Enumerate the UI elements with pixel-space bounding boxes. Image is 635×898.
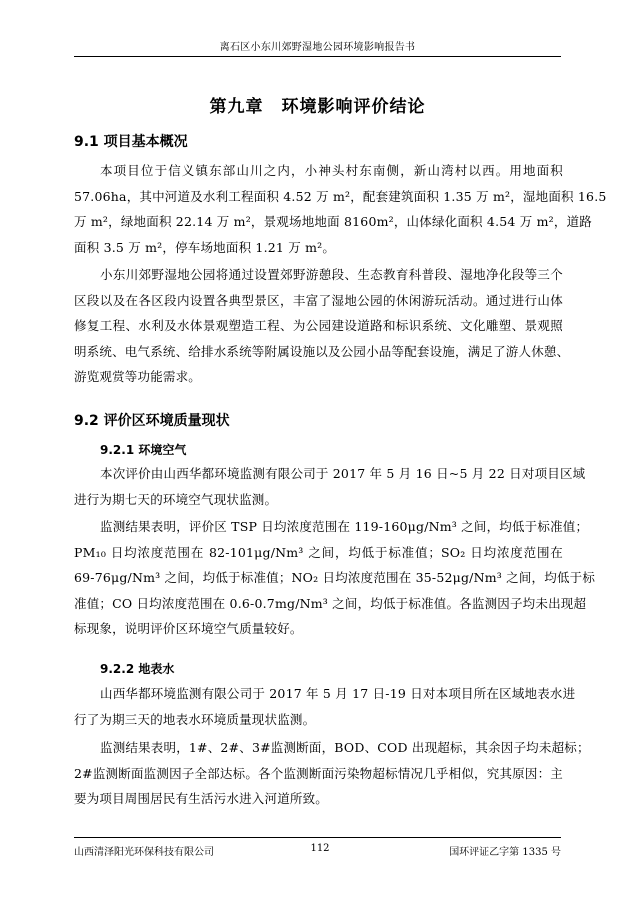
text-line: 本次评价由山西华都环境监测有限公司于 2017 年 5 月 16 日~5 月 22 日对项目区域 [100, 466, 586, 481]
text-line: 游览观赏等功能需求。 [74, 369, 202, 384]
text-line: 明系统、电气系统、给排水系统等附属设施以及公园小品等配套设施，满足了游人休憩、 [74, 343, 570, 359]
text-line: 2#监测断面监测因子全部达标。各个监测断面污染物超标情况几乎相似，究其原因：主 [74, 765, 563, 781]
text-line: 面积 3.5 万 m²，停车场地面积 1.21 万 m²。 [74, 239, 336, 255]
text-line: 山西华都环境监测有限公司于 2017 年 5 月 17 日-19 日对本项目所在区域地表水进 [100, 686, 576, 701]
text-line: PM₁₀ 日均浓度范围在 82-101μg/Nm³ 之间，均低于标准值；SO₂ 日均浓度范围在 [74, 544, 563, 560]
text-line: 进行为期七天的环境空气现状监测。 [74, 491, 278, 507]
text-line: 69-76μg/Nm³ 之间，均低于标准值；NO₂ 日均浓度范围在 35-52μg/Nm³ 之间，均低于标 [74, 570, 596, 585]
paragraph-project-location [74, 158, 607, 260]
running-header: 离石区小东川郊野湿地公园环境影响报告书 [219, 42, 416, 53]
text-line: 监测结果表明，评价区 TSP 日均浓度范围在 119-160μg/Nm³ 之间，均低于标准值； [100, 519, 589, 534]
text-line: 57.06ha，其中河道及水利工程面积 4.52 万 m²，配套建筑面积 1.35 万 m²，湿地面积 16.5 [74, 188, 607, 204]
header-divider [74, 56, 561, 57]
section-heading-9-1: 9.1 项目基本概况 [74, 134, 188, 150]
paragraph-air-monitoring [74, 461, 586, 512]
subsection-heading-9-2-2: 9.2.2 地表水 [100, 662, 175, 676]
section-heading-9-2: 9.2 评价区环境质量现状 [74, 413, 230, 429]
text-line: 要为项目周围居民有生活污水进入河道所致。 [74, 791, 329, 806]
paragraph-water-monitoring [74, 681, 576, 732]
page-number: 112 [310, 843, 330, 854]
paragraph-park-sections [74, 262, 570, 390]
text-line: 监测结果表明，1#、2#、3#监测断面，BOD、COD 出现超标，其余因子均未超标； [100, 740, 590, 755]
footer-divider [74, 837, 561, 838]
subsection-heading-9-2-1: 9.2.1 环境空气 [100, 443, 187, 457]
footer-certificate: 国环评证乙字第 1335 号 [449, 847, 561, 858]
text-line: 修复工程、水利及水体景观塑造工程、为公园建设道路和标识系统、文化雕塑、景观照 [74, 318, 563, 333]
text-line: 标现象，说明评价区环境空气质量较好。 [74, 621, 303, 636]
text-line: 本项目位于信义镇东部山川之内，小神头村东南侧，新山湾村以西。用地面积 [100, 163, 563, 178]
chapter-title: 第九章 环境影响评价结论 [209, 97, 426, 117]
text-line: 行了为期三天的地表水环境质量现状监测。 [74, 711, 316, 727]
text-line: 小东川郊野湿地公园将通过设置郊野游憩段、生态教育科普段、湿地净化段等三个 [100, 267, 563, 282]
text-line: 区段以及在各区段内设置各典型景区，丰富了湿地公园的休闲游玩活动。通过进行山体 [74, 292, 563, 308]
text-line: 万 m²，绿地面积 22.14 万 m²，景观场地地面 8160m²，山体绿化面积 4.54 万 m²，道路 [74, 214, 592, 229]
footer-company: 山西清泽阳光环保科技有限公司 [74, 847, 214, 858]
paragraph-water-results [74, 735, 590, 812]
text-line: 准值；CO 日均浓度范围在 0.6-0.7mg/Nm³ 之间，均低于标准值。各监测因子均未出现超 [74, 595, 587, 611]
paragraph-air-results [74, 514, 596, 642]
